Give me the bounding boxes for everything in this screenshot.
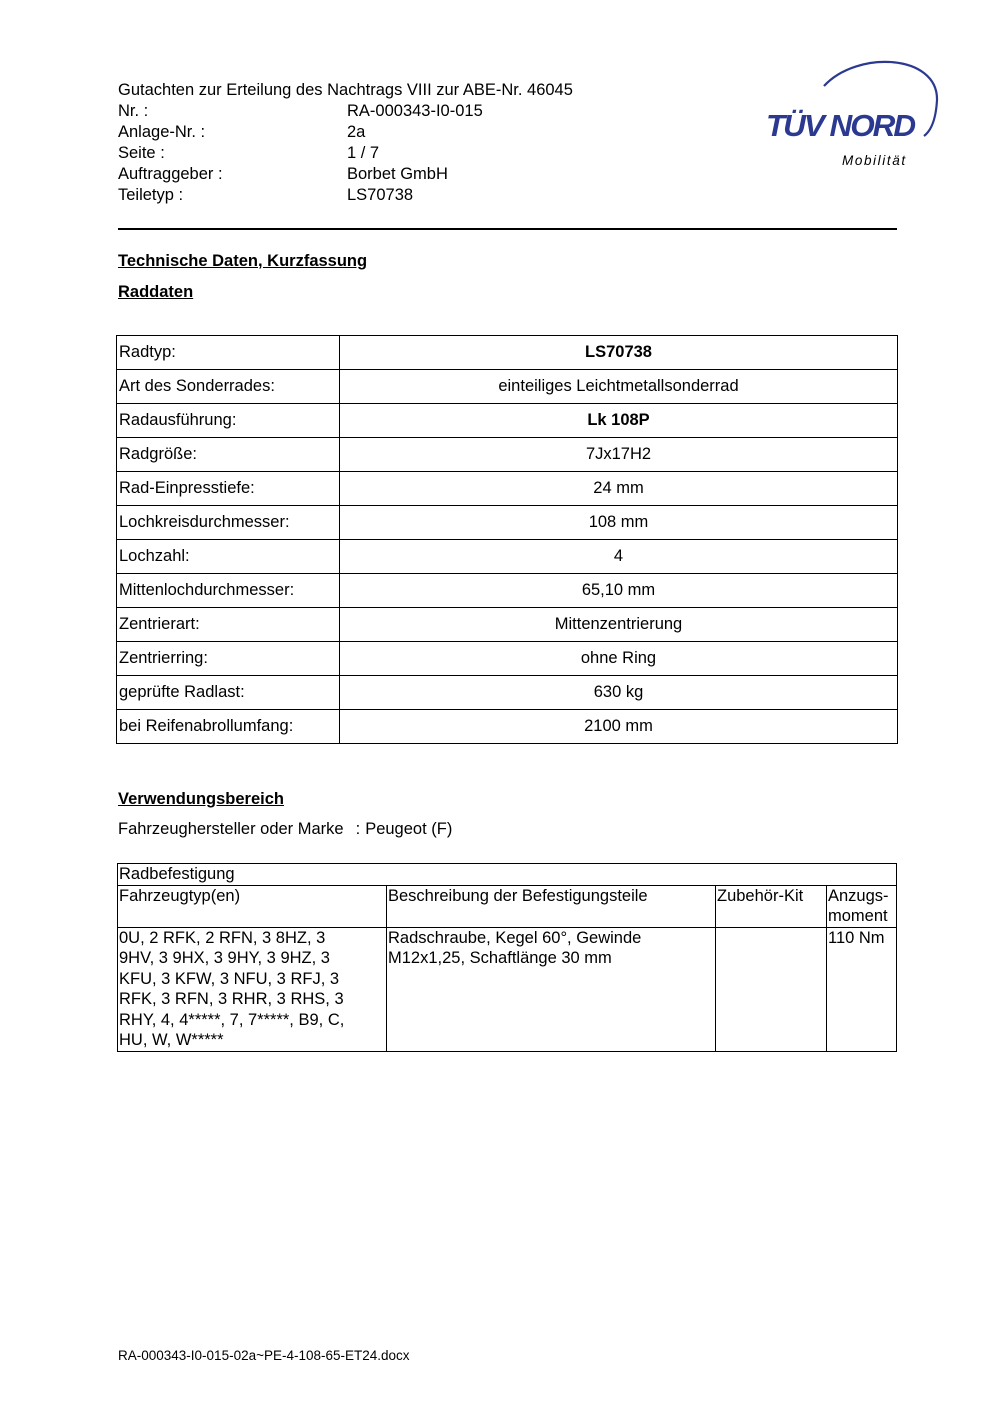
cell-value: Mittenzentrierung — [340, 608, 898, 642]
cell-vehicle-types — [118, 927, 387, 1051]
logo-tagline-text: Mobilität — [842, 153, 907, 168]
table-row — [117, 608, 898, 642]
header-label: Nr. : — [118, 102, 149, 120]
header-label: Anlage-Nr. : — [118, 123, 206, 141]
footer-filename: RA-000343-I0-015-02a~PE-4-108-65-ET24.docx — [118, 1348, 410, 1363]
cell-value: 2100 mm — [340, 710, 898, 744]
cell-label: Art des Sonderrades: — [117, 370, 340, 404]
table-row — [117, 472, 898, 506]
logo-brand-text: TÜV NORD — [766, 108, 916, 143]
cell-value: 630 kg — [340, 676, 898, 710]
header-label: Seite : — [118, 144, 165, 162]
cell-value: 4 — [340, 540, 898, 574]
vehicle-maker-line — [118, 820, 452, 839]
cell-value: 7Jx17H2 — [340, 438, 898, 472]
cell-label: Radausführung: — [117, 404, 340, 438]
cell-torque: 110 Nm — [827, 927, 897, 1051]
table-row — [117, 336, 898, 370]
cell-value: ohne Ring — [340, 642, 898, 676]
cell-value: einteiliges Leichtmetallsonderrad — [340, 370, 898, 404]
document-title: Gutachten zur Erteilung des Nachtrags VIII zur ABE-Nr. 46045 — [118, 81, 573, 99]
table-row — [118, 927, 897, 1051]
table-row — [117, 404, 898, 438]
description-line: Radschraube, Kegel 60°, Gewinde — [388, 928, 642, 947]
header-accessory-kit: Zubehör-Kit — [716, 885, 827, 927]
table-row — [117, 506, 898, 540]
fastening-title: Radbefestigung — [118, 864, 897, 886]
header-label: Auftraggeber : — [118, 165, 223, 183]
table-row — [117, 540, 898, 574]
heading-technical-data: Technische Daten, Kurzfassung — [118, 252, 368, 270]
header-divider — [118, 228, 897, 230]
header-label: Teiletyp : — [118, 186, 184, 204]
header-row-teiletyp — [118, 185, 573, 206]
table-row — [117, 676, 898, 710]
header-row-nr — [118, 101, 573, 122]
heading-usage: Verwendungsbereich — [118, 790, 284, 808]
table-title-row — [118, 864, 897, 886]
cell-label: Lochzahl: — [117, 540, 340, 574]
header-row-anlage — [118, 122, 573, 143]
header-value: LS70738 — [347, 186, 414, 204]
table-row — [117, 370, 898, 404]
cell-accessory-kit — [716, 927, 827, 1051]
cell-label: geprüfte Radlast: — [117, 676, 340, 710]
type-line: RHY, 4, 4*****, 7, 7*****, B9, C, — [119, 1010, 345, 1029]
maker-colon: : — [355, 820, 361, 838]
table-row — [117, 642, 898, 676]
table-row — [117, 438, 898, 472]
cell-label: Zentrierring: — [117, 642, 340, 676]
type-line: HU, W, W***** — [119, 1031, 224, 1049]
type-line: KFU, 3 KFW, 3 NFU, 3 RFJ, 3 — [119, 969, 340, 988]
cell-label: Lochkreisdurchmesser: — [117, 506, 340, 540]
tuev-nord-logo — [762, 58, 942, 173]
type-line: 9HV, 3 9HX, 3 9HY, 3 9HZ, 3 — [119, 949, 330, 967]
table-row — [117, 710, 898, 744]
fastening-table — [117, 863, 897, 1052]
cell-label: Mittenlochdurchmesser: — [117, 574, 340, 608]
cell-value: 65,10 mm — [340, 574, 898, 608]
header-value: 2a — [347, 123, 366, 141]
header-torque — [827, 885, 897, 927]
wheel-data-table — [116, 335, 898, 744]
type-line: RFK, 3 RFN, 3 RHR, 3 RHS, 3 — [119, 990, 344, 1008]
cell-value: 24 mm — [340, 472, 898, 506]
header-value: Borbet GmbH — [347, 165, 448, 183]
header-vehicle-types: Fahrzeugtyp(en) — [118, 885, 387, 927]
type-line: 0U, 2 RFK, 2 RFN, 3 8HZ, 3 — [119, 928, 326, 947]
cell-value: Lk 108P — [340, 404, 898, 438]
header-torque-line: Anzugs- — [828, 886, 889, 905]
header-row-seite — [118, 143, 573, 164]
cell-value: 108 mm — [340, 506, 898, 540]
table-header-row — [118, 885, 897, 927]
table-row — [117, 574, 898, 608]
description-line: M12x1,25, Schaftlänge 30 mm — [388, 949, 612, 967]
header-description: Beschreibung der Befestigungsteile — [387, 885, 716, 927]
cell-label: Zentrierart: — [117, 608, 340, 642]
cell-label: Radgröße: — [117, 438, 340, 472]
header-value: RA-000343-I0-015 — [347, 102, 483, 120]
cell-value: LS70738 — [340, 336, 898, 370]
document-header — [118, 80, 573, 206]
heading-wheel-data: Raddaten — [118, 283, 194, 301]
cell-label: bei Reifenabrollumfang: — [117, 710, 340, 744]
cell-label: Rad-Einpresstiefe: — [117, 472, 340, 506]
cell-description — [387, 927, 716, 1051]
header-torque-line: moment — [828, 907, 888, 925]
cell-label: Radtyp: — [117, 336, 340, 370]
header-row-auftraggeber — [118, 164, 573, 185]
maker-label: Fahrzeughersteller oder Marke — [118, 820, 344, 838]
header-value: 1 / 7 — [347, 144, 380, 162]
maker-value: Peugeot (F) — [365, 820, 453, 838]
